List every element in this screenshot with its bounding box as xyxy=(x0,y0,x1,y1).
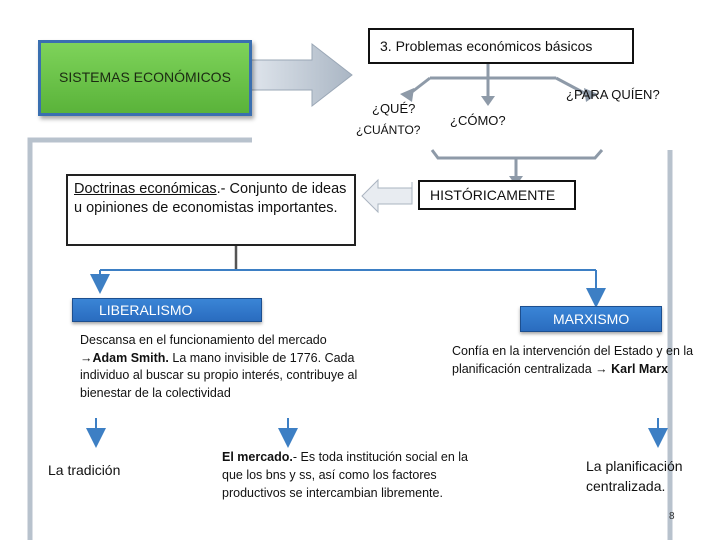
mercado-rest: - Es toda institución social en la que los bns y ss, así como los factores productivos se intercambian libremente. xyxy=(222,450,468,500)
liberalismo-desc-pre: Descansa en el funcionamiento del mercado → xyxy=(80,333,327,365)
mercado-term: El mercado. xyxy=(222,450,293,464)
doctrinas-box xyxy=(66,174,356,246)
sistemas-box xyxy=(38,40,252,116)
mercado-description xyxy=(222,448,472,502)
marxismo-description xyxy=(452,343,698,378)
marxismo-desc-pre: Confía en la intervención del Estado y en la planificación centralizada → xyxy=(452,344,694,376)
liberalismo-label: LIBERALISMO xyxy=(99,302,193,318)
para-quien-label: ¿PARA QUÍEN? xyxy=(566,87,660,102)
liberalismo-box xyxy=(72,298,262,322)
problemas-title: 3. Problemas económicos básicos xyxy=(380,38,593,54)
big-arrow xyxy=(250,44,352,106)
doctrinas-text xyxy=(74,180,352,218)
marxismo-box xyxy=(520,306,662,332)
marxismo-desc-bold: Karl Marx xyxy=(611,361,669,376)
problem-tree xyxy=(408,62,588,98)
historicamente-box xyxy=(418,180,576,210)
doctrinas-rest: .- Conjunto de ideas u opiniones de economistas importantes. xyxy=(74,181,347,216)
historicamente-label: HISTÓRICAMENTE xyxy=(430,187,556,203)
page-number: 8 xyxy=(669,511,675,522)
planificacion-label: La planificación centralizada. xyxy=(586,458,683,494)
marxismo-label: MARXISMO xyxy=(553,311,630,327)
sistemas-label: SISTEMAS ECONÓMICOS xyxy=(59,69,231,85)
liberalismo-desc-bold: Adam Smith. xyxy=(92,350,169,365)
doctrinas-term: Doctrinas económicas xyxy=(74,181,217,197)
question-bracket xyxy=(432,150,602,158)
cuanto-label: ¿CUÁNTO? xyxy=(356,123,421,137)
liberalismo-desc-post: La mano invisible de 1776. Cada individuo al buscar su propio interés, contribuye al bienestar de la colectividad xyxy=(80,350,358,400)
como-label: ¿CÓMO? xyxy=(450,113,506,128)
liberalismo-description xyxy=(80,332,375,402)
tradicion-label: La tradición xyxy=(48,462,121,478)
arrow-to-doctrinas xyxy=(362,180,412,212)
que-label: ¿QUÉ? xyxy=(372,101,416,116)
problemas-box xyxy=(368,28,634,64)
